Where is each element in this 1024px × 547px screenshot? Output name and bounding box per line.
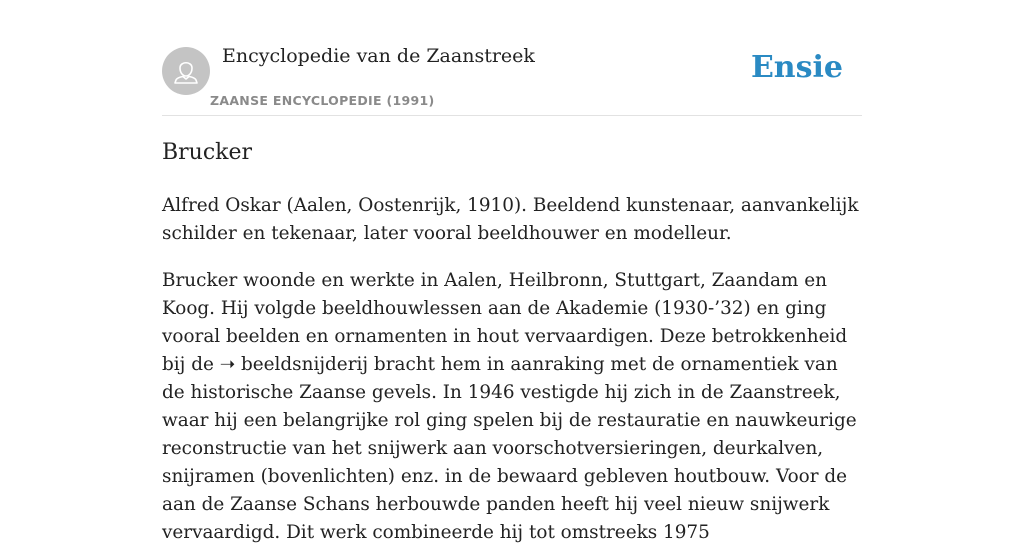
cross-reference-link[interactable]: ➝ beeldsnijderij [219, 354, 369, 375]
user-icon [162, 47, 210, 95]
entry-paragraph [162, 267, 862, 547]
paragraph-text: Brucker woonde en werkte in Aalen, Heilbronn, Stuttgart, Zaandam en Koog. Hij volgde beeldhouwlessen aan de Akademie (1930-’32) en ging vooral beelden en ornamenten in hout vervaardigen. Deze betrokkenheid bij de [162, 270, 848, 375]
brand-logo[interactable]: Ensie [750, 50, 843, 85]
source-subtitle: ZAANSE ENCYCLOPEDIE (1991) [210, 93, 435, 108]
page-container [162, 0, 862, 543]
source-avatar[interactable] [162, 47, 210, 95]
source-header [162, 0, 862, 116]
entry-title: Brucker [162, 140, 253, 165]
paragraph-text: bracht hem in aanraking met de ornamentiek van de historische Zaanse gevels. In 1946 vestigde hij zich in de Zaanstreek, waar hij een belangrijke rol ging spelen bij de restauratie en nauwkeurige reconstructie van het snijwerk aan voorschotversieringen, deurkalven, snijramen (bovenlichten) enz. in de bewaard gebleven houtbouw. Voor de aan de Zaanse Schans herbouwde panden heeft hij veel nieuw snijwerk vervaardigd. Dit werk combineerde hij tot omstreeks 1975 [162, 354, 857, 543]
entry-paragraph: Alfred Oskar (Aalen, Oostenrijk, 1910). Beeldend kunstenaar, aanvankelijk schilder en tekenaar, later vooral beeldhouwer en modelleur. [162, 195, 859, 244]
source-title-link[interactable]: Encyclopedie van de Zaanstreek [222, 45, 535, 67]
